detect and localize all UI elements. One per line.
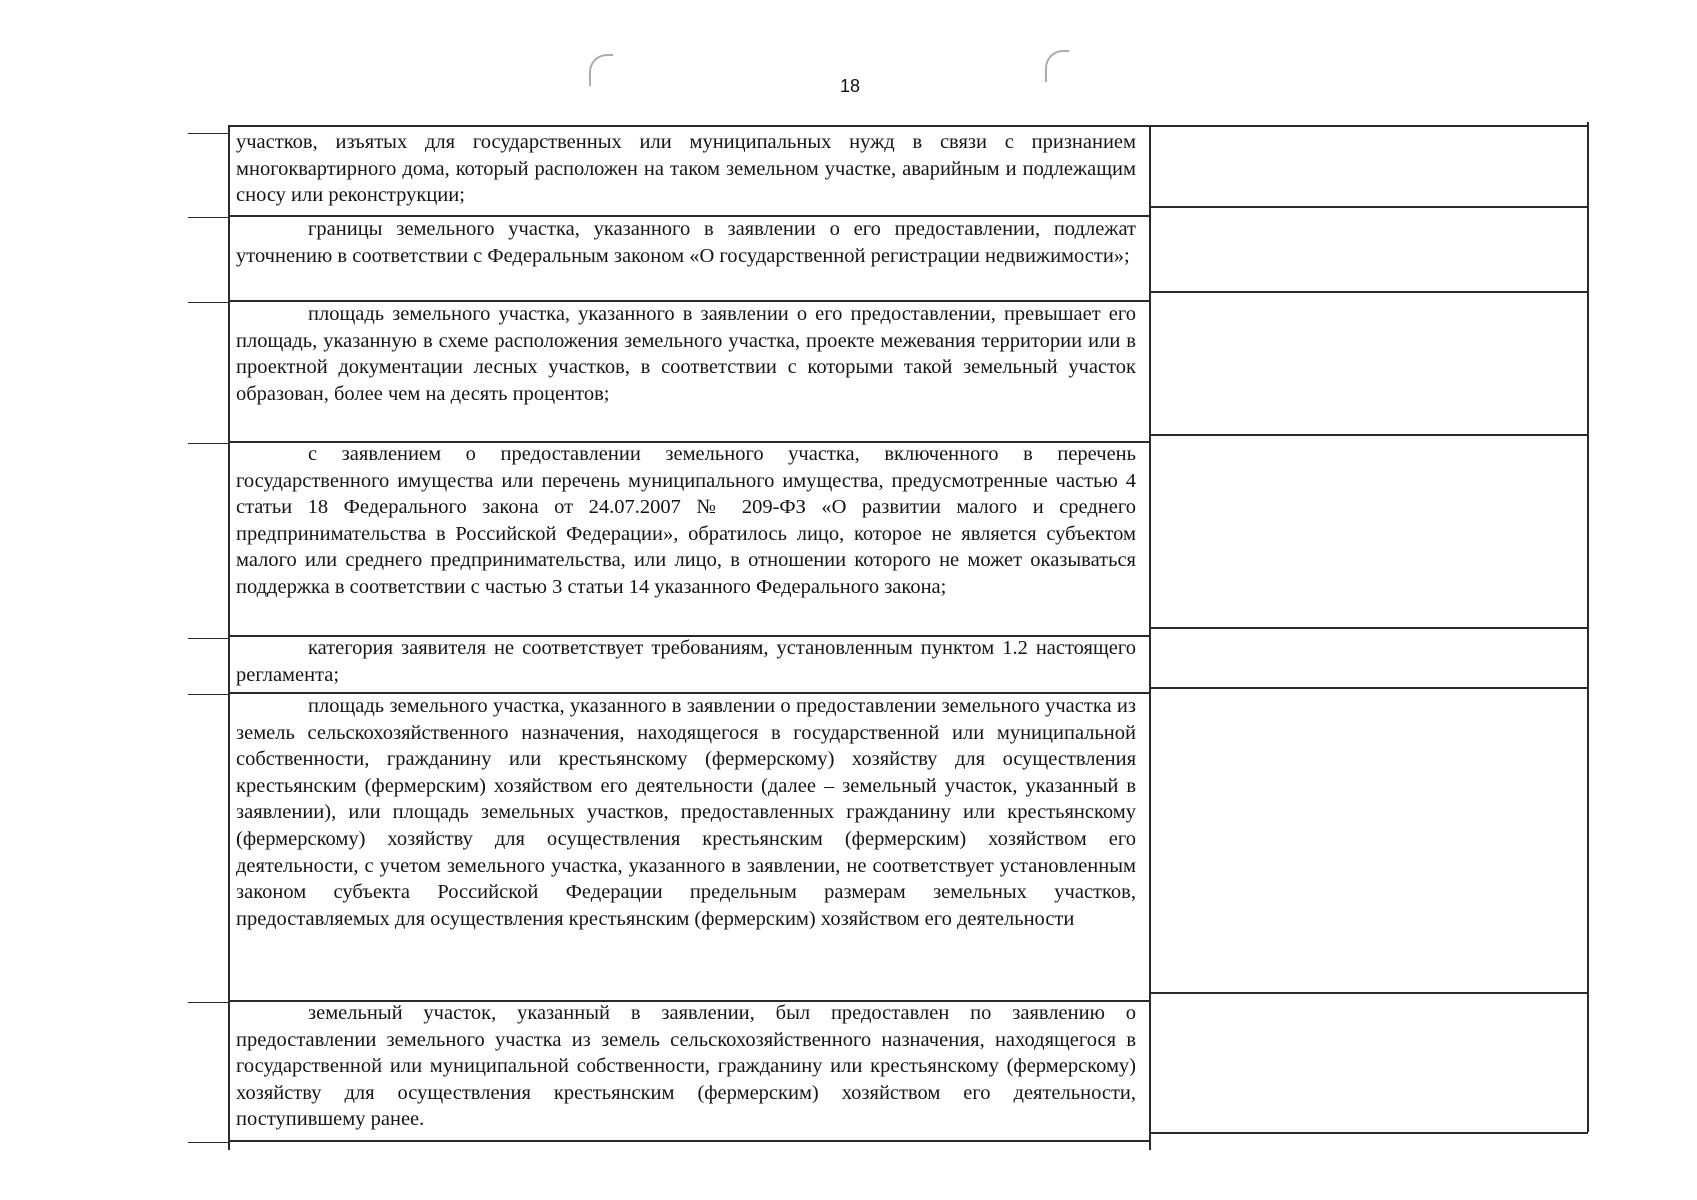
table-row-text: с заявлением о предоставлении земельного участка, включенного в перечень государственного имущества или перечень муниципального имущества, предусмотренные частью 4 статьи 18 Федерального закона от 24.07.2007 № 209-ФЗ «О развитии малого и среднего предпринимательства в Российской Федерации», обратилось лицо, которое не является субъектом малого или среднего предпринимательства, или лицо, в отношении которого не может оказываться поддержка в соответствии с частью 3 статьи 14 указанного Федерального закона; [236,443,1136,598]
row-separator-right [1150,992,1588,994]
table-row-text: площадь земельного участка, указанного в заявлении о его предоставлении, превышает его площадь, указанную в схеме расположения земельного участка, проекте межевания территории или в проектной документации лесных участков, в соответствии с которыми такой земельный участок образован, более чем на десять процентов; [236,303,1136,405]
row-separator-stub [188,1142,228,1143]
row-separator-stub [188,638,228,639]
table-top-border [230,125,1588,127]
row-separator-right [1150,206,1588,208]
row-separator-stub [188,217,228,218]
row-separator-right [1150,1132,1588,1134]
row-separator [228,1140,1150,1142]
row-separator-stub [188,133,228,134]
table-row-text: границы земельного участка, указанного в заявлении о его предоставлении, подлежат уточнению в соответствии с Федеральным законом «О государственной регистрации недвижимости»; [236,218,1136,267]
row-separator-right [1150,434,1588,436]
page-number: 18 [839,76,861,96]
row-separator-stub [188,443,228,444]
row-separator-stub [188,302,228,303]
table-row-text: площадь земельного участка, указанного в заявлении о предоставлении земельного участка из земель сельскохозяйственного назначения, находящегося в государственной или муниципальной собственности, гражданину или крестьянскому (фермерскому) хозяйству для осуществления крестьянским (фермерским) хозяйством его деятельности (далее – земельный участок, указанный в заявлении), или площадь земельных участков, предоставленных гражданину или крестьянскому (фермерскому) хозяйству для осуществления крестьянским (фермерским) хозяйством его деятельности, с учетом земельного участка, указанного в заявлении, не соответствует установленным законом субъекта Российской Федерации предельным размерам земельных участков, предоставляемых для осуществления крестьянским (фермерским) хозяйством его деятельности [236,695,1136,930]
row-separator-right [1150,627,1588,629]
table-row-text: категория заявителя не соответствует требованиям, установленным пунктом 1.2 настоящего регламента; [236,637,1136,686]
table-row-text: земельный участок, указанный в заявлении, был предоставлен по заявлению о предоставлении земельного участка из земель сельскохозяйственного назначения, находящегося в государственной или муниципальной собственности, гражданину или крестьянскому (фермерскому) хозяйству для осуществления крестьянским (фермерским) хозяйством его деятельности, поступившему ранее. [236,1002,1136,1131]
table-column-divider-left [228,125,230,1150]
table-column-divider-middle [1149,125,1151,1150]
row-separator-right [1150,687,1588,689]
row-separator-right [1150,291,1588,293]
row-separator-stub [188,694,228,695]
table-row-text: участков, изъятых для государственных или муниципальных нужд в связи с признанием многоквартирного дома, который расположен на таком земельном участке, аварийным и подлежащим сносу или реконструкции; [236,131,1136,207]
row-separator-stub [188,1002,228,1003]
scan-mark-left [589,54,613,86]
scan-mark-right [1045,50,1069,82]
